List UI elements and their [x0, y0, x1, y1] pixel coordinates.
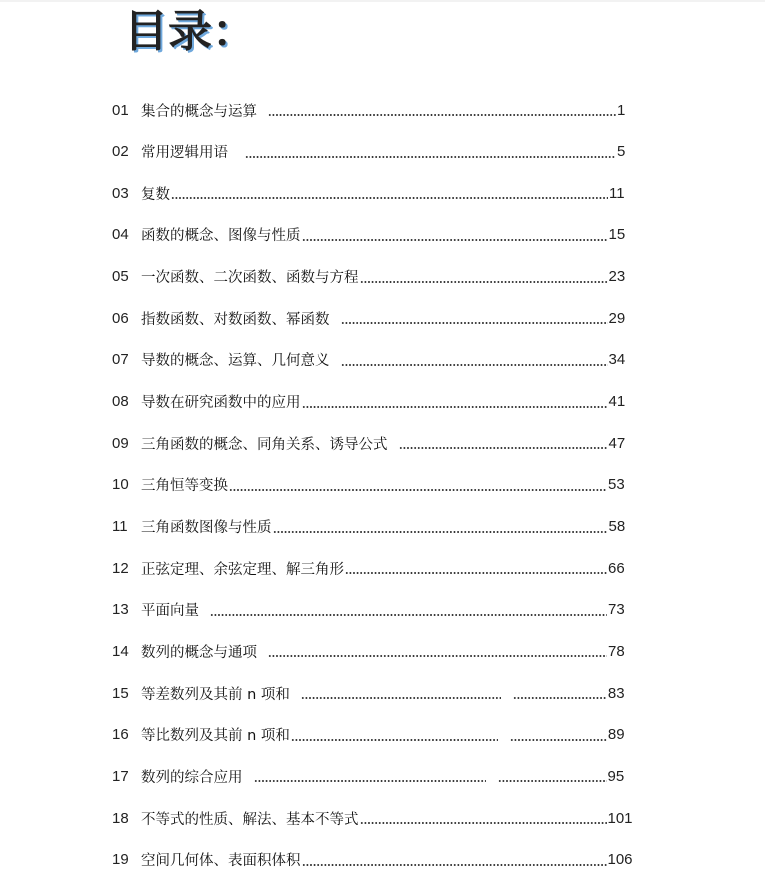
- entry-page-number: 47: [608, 434, 626, 452]
- entry-title: 数列的概念与通项: [141, 644, 257, 661]
- toc-entry[interactable]: [112, 390, 625, 414]
- entry-page-number: 78: [608, 642, 625, 660]
- entry-title: 数列的综合应用: [141, 769, 243, 786]
- leader-dots: [341, 322, 608, 324]
- entry-number: 13: [112, 601, 129, 619]
- toc-entry[interactable]: [112, 223, 625, 247]
- leader-dots: [302, 239, 608, 241]
- entry-number: 19: [112, 851, 129, 869]
- entry-title: 等差数列及其前 n 项和: [141, 686, 290, 703]
- entry-number: 18: [112, 809, 129, 827]
- entry-page-number: 66: [608, 559, 625, 577]
- leader-dots: [360, 822, 607, 824]
- entry-page-number: 34: [608, 351, 626, 369]
- entry-title: 正弦定理、余弦定理、解三角形: [141, 561, 344, 578]
- entry-page-number: 53: [608, 476, 625, 494]
- toc-entry[interactable]: [112, 431, 625, 455]
- entry-number: 08: [112, 393, 129, 411]
- entry-title: 常用逻辑用语: [141, 145, 228, 162]
- entry-number: 07: [112, 351, 129, 369]
- toc-entry[interactable]: [112, 848, 633, 872]
- entry-page-number: 23: [608, 268, 626, 286]
- leader-dots: [229, 489, 607, 491]
- entry-page-number: 83: [607, 684, 625, 702]
- toc-entry[interactable]: [112, 473, 625, 497]
- leader-dots: [301, 697, 501, 699]
- leader-dots: [510, 739, 607, 741]
- entry-title: 平面向量: [141, 603, 199, 620]
- entry-title: 三角函数图像与性质: [141, 520, 272, 536]
- leader-dots: [498, 780, 607, 782]
- entry-number: 10: [112, 476, 129, 494]
- leader-dots: [273, 531, 608, 533]
- entry-page-number: 89: [607, 726, 625, 744]
- entry-title: 函数的概念、图像与性质: [141, 228, 301, 245]
- entry-title: 一次函数、二次函数、函数与方程: [141, 270, 359, 287]
- entry-page-number: 11: [609, 184, 625, 202]
- entry-number: 11: [112, 518, 128, 535]
- toc-entry[interactable]: [112, 598, 625, 622]
- leader-dots: [254, 780, 486, 782]
- entry-page-number: 15: [608, 226, 626, 244]
- entry-page-number: 41: [608, 393, 626, 411]
- entry-number: 06: [112, 309, 129, 327]
- entry-number: 04: [112, 226, 129, 244]
- entry-title: 三角函数的概念、同角关系、诱导公式: [141, 436, 388, 453]
- toc-entry[interactable]: [112, 515, 625, 539]
- entry-title: 空间几何体、表面积体积: [141, 853, 301, 870]
- leader-dots: [513, 697, 607, 699]
- toc-entry[interactable]: [112, 265, 625, 289]
- entry-number: 15: [112, 684, 129, 702]
- entry-page-number: 29: [608, 309, 626, 327]
- leader-dots: [345, 572, 607, 574]
- entry-number: 01: [112, 101, 129, 119]
- entry-number: 03: [112, 184, 129, 202]
- toc-entry[interactable]: [112, 556, 625, 580]
- leader-dots: [171, 197, 608, 199]
- leader-dots: [302, 406, 608, 408]
- entry-title: 不等式的性质、解法、基本不等式: [141, 811, 359, 828]
- entry-number: 05: [112, 268, 129, 286]
- entry-page-number: 73: [608, 601, 625, 619]
- entry-title: 集合的概念与运算: [141, 103, 257, 120]
- entry-title: 复数: [141, 186, 170, 203]
- entry-title: 三角恒等变换: [141, 478, 228, 495]
- toc-entry[interactable]: [112, 806, 633, 830]
- toc-entry[interactable]: [112, 764, 624, 788]
- toc-entry[interactable]: [112, 98, 625, 122]
- entry-number: 16: [112, 726, 129, 744]
- leader-dots: [210, 614, 607, 616]
- toc-entry[interactable]: [112, 140, 625, 164]
- toc-entry[interactable]: [112, 681, 625, 705]
- entry-title: 导数在研究函数中的应用: [141, 395, 301, 412]
- leader-dots: [291, 739, 498, 741]
- leader-dots: [360, 281, 608, 283]
- toc-entry[interactable]: [112, 639, 625, 663]
- entry-page-number: 101: [607, 809, 633, 827]
- leader-dots: [245, 156, 616, 158]
- leader-dots: [268, 655, 607, 657]
- entry-title: 指数函数、对数函数、幂函数: [141, 311, 330, 328]
- entry-title: 等比数列及其前 n 项和: [141, 728, 290, 745]
- leader-dots: [268, 114, 616, 116]
- toc-entry[interactable]: [112, 723, 625, 747]
- entry-number: 02: [112, 143, 129, 161]
- entry-number: 09: [112, 434, 129, 452]
- toc-entry[interactable]: [112, 181, 625, 205]
- entry-page-number: 95: [607, 767, 625, 785]
- entry-number: 12: [112, 559, 129, 577]
- toc-entry[interactable]: [112, 348, 625, 372]
- toc-title: 目录：: [124, 6, 256, 57]
- leader-dots: [302, 864, 607, 866]
- leader-dots: [341, 364, 608, 366]
- entry-page-number: 58: [608, 518, 626, 535]
- toc-entry[interactable]: [112, 306, 625, 330]
- entry-number: 17: [112, 767, 129, 785]
- entry-page-number: 5: [617, 143, 626, 161]
- leader-dots: [399, 447, 608, 449]
- page-top-edge: [0, 0, 765, 2]
- entry-page-number: 1: [617, 101, 626, 119]
- entry-title: 导数的概念、运算、几何意义: [141, 353, 330, 370]
- entry-page-number: 106: [607, 851, 633, 869]
- entry-number: 14: [112, 642, 129, 660]
